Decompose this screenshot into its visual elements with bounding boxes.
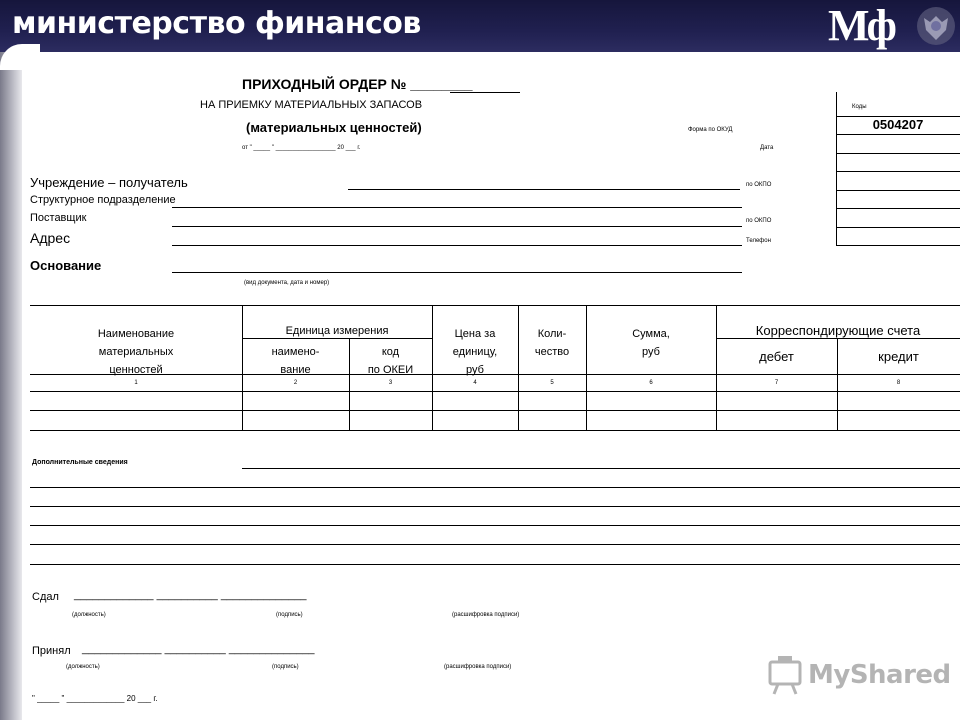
position-hint: (должность) <box>72 612 106 618</box>
okpo-label: по ОКПО <box>746 182 772 188</box>
col-number: 1 <box>134 380 138 386</box>
extra-info-line[interactable] <box>30 525 960 526</box>
received-signature-lines[interactable]: _____________ __________ ______________ <box>82 643 315 655</box>
department-line[interactable] <box>172 207 742 208</box>
ministry-logo: Мф <box>828 1 894 50</box>
accounts-header: Корреспондирующие счета <box>755 323 921 338</box>
table-bottom-line <box>30 430 960 431</box>
col-number: 7 <box>774 380 779 386</box>
table-numbers-line <box>30 391 960 392</box>
unit-code-header: код по ОКЕИ <box>367 346 414 376</box>
recipient-label: Учреждение – получатель <box>30 175 188 190</box>
decoding-hint: (расшифровка подписи) <box>444 664 512 670</box>
handed-signature-lines[interactable]: _____________ __________ ______________ <box>74 589 307 601</box>
signature-hint: (подпись) <box>272 664 299 670</box>
codes-row-line <box>836 171 960 172</box>
codes-row-line <box>836 190 960 191</box>
ministry-title: министерство финансов <box>12 6 421 41</box>
date-label: Дата <box>760 145 774 151</box>
watermark-text: MyShared <box>808 660 951 690</box>
basis-hint: (вид документа, дата и номер) <box>244 280 330 286</box>
department-label: Структурное подразделение <box>30 194 176 206</box>
basis-label: Основание <box>30 258 102 273</box>
extra-info-line[interactable] <box>242 468 960 469</box>
okud-code: 0504207 <box>872 117 924 132</box>
header-banner <box>0 0 960 52</box>
col-number: 3 <box>388 380 393 386</box>
col-number: 8 <box>896 380 901 386</box>
accounts-sub-line <box>716 338 960 339</box>
final-date-line: " _____ " _____________ 20 ___ г. <box>32 694 158 703</box>
address-line[interactable] <box>172 245 742 246</box>
form-title: ПРИХОДНЫЙ ОРДЕР № ________ <box>242 76 473 92</box>
position-hint: (должность) <box>66 664 100 670</box>
col-number: 5 <box>550 380 554 386</box>
extra-info-line[interactable] <box>30 487 960 488</box>
coat-of-arms-icon <box>914 4 958 48</box>
codes-label: Коды <box>852 104 867 110</box>
extra-info-line[interactable] <box>30 564 960 565</box>
title-number-line <box>450 92 520 93</box>
table-row-line <box>30 410 960 411</box>
table-top-line <box>30 305 960 306</box>
codes-row-line <box>836 227 960 228</box>
codes-row-line <box>836 153 960 154</box>
price-header: Цена за единицу, руб <box>452 328 498 376</box>
recipient-line[interactable] <box>348 189 740 190</box>
okud-label: Форма по ОКУД <box>688 127 733 133</box>
extra-info-line[interactable] <box>30 506 960 507</box>
okpo2-label: по ОКПО <box>746 218 772 224</box>
signature-hint: (подпись) <box>276 612 303 618</box>
col-number: 4 <box>473 380 477 386</box>
unit-sub-line <box>242 338 432 339</box>
codes-row-line <box>836 245 960 246</box>
codes-row-line <box>836 134 960 135</box>
extra-info-label: Дополнительные сведения <box>32 459 128 466</box>
form-subtitle: НА ПРИЕМКУ МАТЕРИАЛЬНЫХ ЗАПАСОВ <box>200 99 423 111</box>
col-divider <box>518 305 519 430</box>
decoding-hint: (расшифровка подписи) <box>452 612 520 618</box>
left-sidebar-decor <box>0 52 22 720</box>
extra-info-line[interactable] <box>30 544 960 545</box>
supplier-label: Поставщик <box>30 212 87 224</box>
col-name-header: Наименование материальных ценностей <box>97 328 175 376</box>
phone-label: Телефон <box>746 238 771 244</box>
qty-header: Коли- чество <box>534 328 570 358</box>
col-number: 6 <box>649 380 653 386</box>
supplier-line[interactable] <box>172 226 742 227</box>
col-divider <box>586 305 587 430</box>
form-subtitle-2: (материальных ценностей) <box>246 120 422 135</box>
received-label: Принял <box>32 645 71 657</box>
basis-line[interactable] <box>172 272 742 273</box>
col-number: 2 <box>293 380 298 386</box>
unit-name-header: наимено- вание <box>271 346 320 376</box>
form-date-line: от " _____ " __________________ 20 ___ г. <box>242 145 361 151</box>
handed-label: Сдал <box>32 591 59 603</box>
credit-header: кредит <box>878 349 919 364</box>
codes-row-line <box>836 208 960 209</box>
debit-header: дебет <box>759 349 794 364</box>
unit-header: Единица измерения <box>285 325 389 337</box>
sum-header: Сумма, руб <box>632 328 670 358</box>
address-label: Адрес <box>30 230 71 246</box>
